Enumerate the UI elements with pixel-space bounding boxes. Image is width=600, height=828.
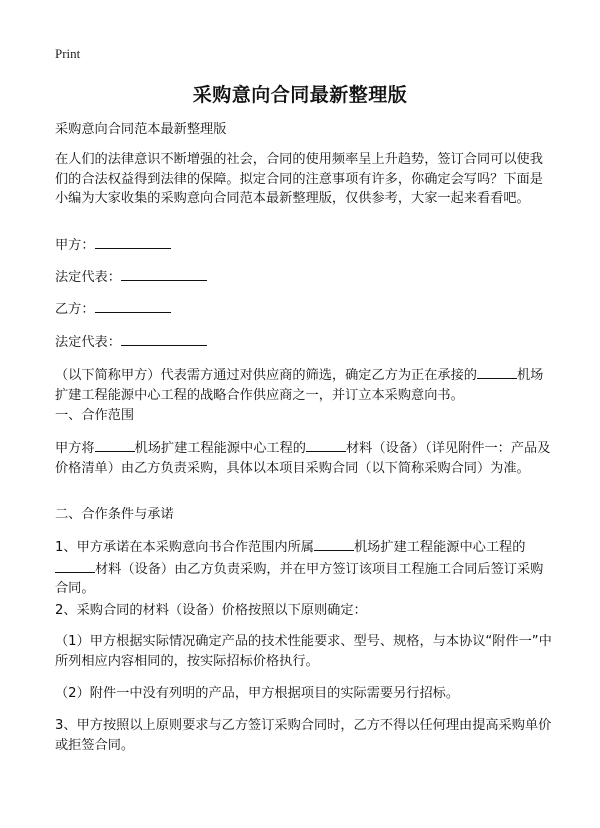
preamble-text-2: 机场扩建工程能源中心工程的战略合作供应商之一，并订立本采购意向书。 (55, 368, 544, 403)
document-subtitle: 采购意向合同范本最新整理版 (55, 122, 227, 137)
section-1-heading: 一、合作范围 (55, 408, 135, 423)
item-1-text-a: 1、甲方承诺在本采购意向书合作范围内所属 (55, 540, 314, 555)
section-1-text-c: 材料（设备）（详见附件一：产品及价格清单）由乙方负责采购，具体以本项目采购合同（以下简称采购合同）为准。 (55, 441, 551, 476)
document-title: 采购意向合同最新整理版 (192, 84, 408, 106)
section-1-blank-1 (95, 437, 135, 452)
party-a-blank (95, 234, 171, 249)
item-2-sub-2: （2）附件一中没有列明的产品，甲方根据项目的实际需要另行招标。 (55, 686, 460, 701)
preamble-blank (477, 364, 517, 379)
legal-rep-a-blank (121, 266, 207, 281)
item-3-paragraph: 3、甲方按照以上原则要求与乙方签订采购合同时，乙方不得以任何理由提高采购单价或拒签合同。 (55, 718, 552, 753)
item-1-paragraph (55, 536, 555, 599)
preamble-text-1: （以下简称甲方）代表需方通过对供应商的筛选，确定乙方为正在承接的 (55, 368, 477, 383)
item-1-blank-2 (55, 558, 95, 573)
item-2-paragraph: 2、采购合同的材料（设备）价格按照以下原则确定： (55, 603, 367, 618)
item-1-text-c: 材料（设备）由乙方负责采购，并在甲方签订该项目工程施工合同后签订采购合同。 (55, 561, 544, 596)
legal-rep-a-field (55, 266, 207, 288)
section-1-text-a: 甲方将 (55, 441, 95, 456)
item-1-text-b: 机场扩建工程能源中心工程的 (353, 540, 526, 555)
legal-rep-b-field (55, 331, 207, 353)
item-2-sub-1: （1）甲方根据实际情况确定产品的技术性能要求、型号、规格，与本协议“附件一”中所列相应内容相同的，按实际招标价格执行。 (55, 634, 552, 669)
section-1-blank-2 (306, 437, 346, 452)
party-b-field (55, 298, 171, 320)
party-b-label: 乙方： (55, 302, 95, 317)
legal-rep-b-label: 法定代表： (55, 335, 121, 350)
section-1-text-b: 机场扩建工程能源中心工程的 (134, 441, 306, 456)
legal-rep-b-blank (121, 331, 207, 346)
section-2-heading: 二、合作条件与承诺 (55, 507, 174, 522)
party-a-field (55, 234, 171, 256)
print-label: Print (55, 46, 81, 61)
item-1-blank-1 (314, 536, 354, 551)
legal-rep-a-label: 法定代表： (55, 270, 121, 285)
preamble-paragraph (55, 364, 555, 405)
party-a-label: 甲方： (55, 238, 95, 253)
party-b-blank (95, 298, 171, 313)
section-1-paragraph (55, 437, 555, 478)
intro-paragraph: 在人们的法律意识不断增强的社会，合同的使用频率呈上升趋势，签订合同可以使我们的合法权益得到法律的保障。拟定合同的注意事项有许多，你确定会写吗？下面是小编为大家收集的采购意向合同范本最新整理版，仅供参考，大家一起来看看吧。 (55, 152, 543, 206)
